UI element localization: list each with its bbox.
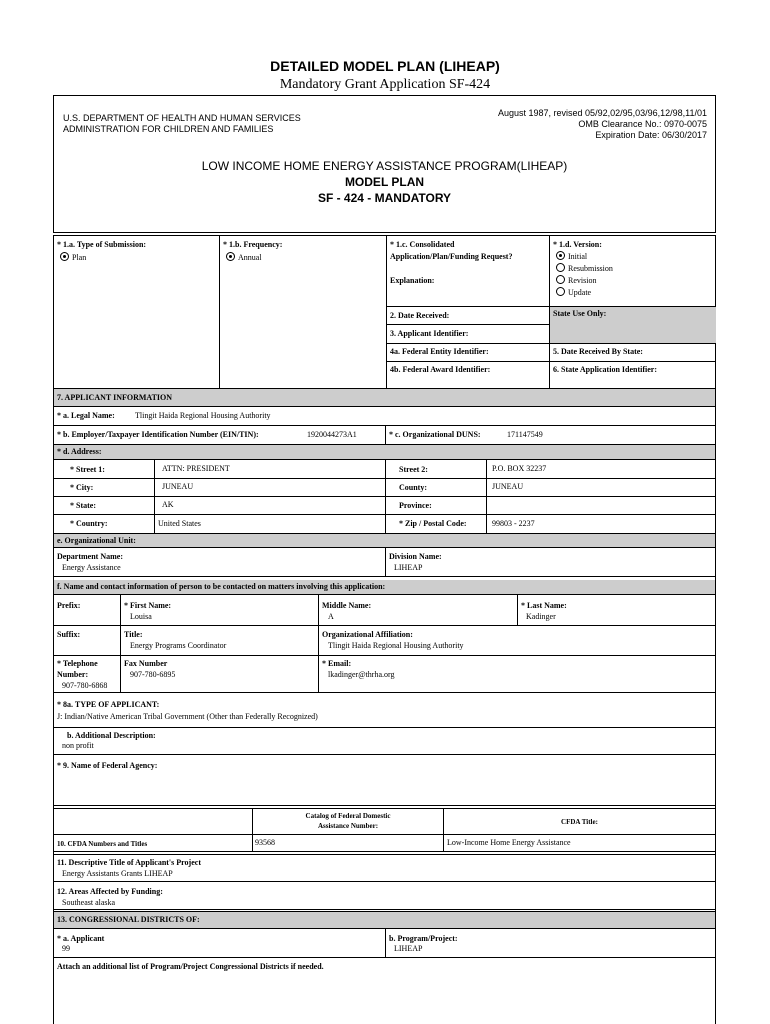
department-label: Department Name: <box>57 552 123 561</box>
version-option-update[interactable]: Update <box>556 287 613 299</box>
district-applicant-label: * a. Applicant <box>57 934 105 943</box>
applicant-type-label: * 8a. TYPE OF APPLICANT: <box>57 700 160 709</box>
organizational-unit-header: e. Organizational Unit: <box>54 533 715 548</box>
federal-entity-identifier-label: 4a. Federal Entity Identifier: <box>390 347 489 356</box>
last-name-value[interactable]: Kadinger <box>526 612 556 621</box>
legal-name-row <box>54 407 715 426</box>
program-name: LOW INCOME HOME ENERGY ASSISTANCE PROGRAM(LIHEAP) <box>201 159 568 173</box>
ein-row <box>54 426 715 445</box>
legal-name-value[interactable]: Tlingit Haida Regional Housing Authority <box>135 411 271 420</box>
additional-description-value[interactable]: non profit <box>62 741 94 750</box>
date-received-by-state-label: 5. Date Received By State: <box>553 347 643 356</box>
email-value[interactable]: lkadinger@thrha.org <box>328 670 395 679</box>
contact-header: f. Name and contact information of person to be contacted on matters involving this application: <box>54 580 715 595</box>
district-program-label: b. Program/Project: <box>389 934 458 943</box>
county-value[interactable]: JUNEAU <box>492 482 524 491</box>
address-grid <box>54 460 715 533</box>
county-label: County: <box>399 483 428 492</box>
submission-type-option[interactable] <box>60 252 86 264</box>
district-program-value[interactable]: LIHEAP <box>394 944 423 953</box>
state-label: * State: <box>70 501 96 510</box>
district-applicant-value[interactable]: 99 <box>62 944 70 953</box>
additional-description-label: b. Additional Description: <box>67 731 156 740</box>
prefix-label: Prefix: <box>57 601 81 610</box>
first-name-label: * First Name: <box>124 601 172 610</box>
ein-value[interactable]: 1920044273A1 <box>307 430 357 439</box>
date-received-label: 2. Date Received: <box>390 311 450 320</box>
division-value[interactable]: LIHEAP <box>394 563 423 572</box>
version-option-resubmission[interactable]: Resubmission <box>556 263 613 275</box>
zip-label: * Zip / Postal Code: <box>399 519 467 528</box>
version-option-revision[interactable]: Revision <box>556 275 613 287</box>
applicant-info-header: 7. APPLICANT INFORMATION <box>54 388 715 407</box>
project-title-label: 11. Descriptive Title of Applicant's Project <box>57 858 201 867</box>
duns-label: * c. Organizational DUNS: <box>389 430 481 439</box>
street2-value[interactable]: P.O. BOX 32237 <box>492 464 547 473</box>
organizational-unit-row <box>54 548 715 577</box>
division-label: Division Name: <box>389 552 442 561</box>
project-title-block <box>54 854 715 882</box>
telephone-value[interactable]: 907-780-6868 <box>62 681 108 690</box>
middle-name-value[interactable]: A <box>328 612 334 621</box>
address-header: * d. Address: <box>54 445 715 460</box>
first-name-value[interactable]: Louisa <box>130 612 152 621</box>
applicant-identifier-label: 3. Applicant Identifier: <box>390 329 469 338</box>
street1-label: * Street 1: <box>70 465 105 474</box>
attach-districts-note: Attach an additional list of Program/Project Congressional Districts if needed. <box>57 962 324 971</box>
affiliation-value[interactable]: Tlingit Haida Regional Housing Authority <box>328 641 464 650</box>
plan-option-label: Plan <box>72 253 87 262</box>
frequency-option[interactable] <box>226 252 262 264</box>
fax-value[interactable]: 907-780-6895 <box>130 670 176 679</box>
state-use-only-label: State Use Only: <box>553 309 607 318</box>
street1-value[interactable]: ATTN: PRESIDENT <box>162 464 230 473</box>
cfda-title-value[interactable]: Low-Income Home Energy Assistance <box>447 838 571 847</box>
country-label: * Country: <box>70 519 108 528</box>
title-value[interactable]: Energy Programs Coordinator <box>130 641 227 650</box>
agency-header-box <box>53 95 716 233</box>
consolidated-label-2: Application/Plan/Funding Request? <box>390 252 513 261</box>
areas-affected-label: 12. Areas Affected by Funding: <box>57 887 163 896</box>
omb-clearance: OMB Clearance No.: 0970-0075 <box>578 119 707 129</box>
federal-agency-label: * 9. Name of Federal Agency: <box>57 761 158 770</box>
document-title: DETAILED MODEL PLAN (LIHEAP) <box>270 58 500 74</box>
districts-row <box>54 929 715 958</box>
revision-radio[interactable] <box>556 275 565 284</box>
program-plan: MODEL PLAN <box>344 175 425 189</box>
consolidated-label: * 1.c. Consolidated <box>390 240 455 249</box>
agency-department: U.S. DEPARTMENT OF HEALTH AND HUMAN SERVICES <box>63 113 301 123</box>
city-value[interactable]: JUNEAU <box>162 482 194 491</box>
middle-name-label: Middle Name: <box>322 601 372 610</box>
federal-agency-block <box>54 755 715 806</box>
telephone-label: * Telephone <box>57 659 98 668</box>
federal-award-identifier-label: 4b. Federal Award Identifier: <box>390 365 491 374</box>
expiration-date: Expiration Date: 06/30/2017 <box>595 130 707 140</box>
cfda-number-value[interactable]: 93568 <box>255 838 275 847</box>
submission-type-label: * 1.a. Type of Submission: <box>57 240 147 249</box>
street2-label: Street 2: <box>399 465 428 474</box>
annual-radio[interactable] <box>226 252 235 261</box>
state-value[interactable]: AK <box>162 500 174 509</box>
version-label: * 1.d. Version: <box>553 240 602 249</box>
resubmission-radio[interactable] <box>556 263 565 272</box>
version-options <box>556 251 613 299</box>
suffix-label: Suffix: <box>57 630 81 639</box>
revision-dates: August 1987, revised 05/92,02/95,03/96,12/98,11/01 <box>498 108 707 118</box>
explanation-label: Explanation: <box>390 276 435 285</box>
frequency-label: * 1.b. Frequency: <box>223 240 283 249</box>
last-name-label: * Last Name: <box>521 601 567 610</box>
initial-radio[interactable] <box>556 251 565 260</box>
applicant-type-block <box>54 693 715 728</box>
department-value[interactable]: Energy Assistance <box>62 563 121 572</box>
additional-description-block <box>54 728 715 755</box>
update-radio[interactable] <box>556 287 565 296</box>
districts-header: 13. CONGRESSIONAL DISTRICTS OF: <box>54 912 715 929</box>
areas-affected-value[interactable]: Southeast alaska <box>62 898 116 907</box>
contact-grid <box>54 595 715 693</box>
cfda-table <box>54 808 715 852</box>
city-label: * City: <box>70 483 94 492</box>
legal-name-label: * a. Legal Name: <box>57 411 115 420</box>
areas-affected-block <box>54 882 715 910</box>
province-label: Province: <box>399 501 432 510</box>
applicant-type-value[interactable]: J: Indian/Native American Tribal Government (Other than Federally Recognized) <box>57 712 318 721</box>
cfda-number-header: Catalog of Federal Domestic Assistance Number: <box>305 812 391 830</box>
duns-value[interactable]: 171147549 <box>507 430 543 439</box>
program-form: SF - 424 - MANDATORY <box>317 191 452 205</box>
ein-label: * b. Employer/Taxpayer Identification Number (EIN/TIN): <box>57 430 259 439</box>
fax-label: Fax Number <box>124 659 168 668</box>
title-label: Title: <box>124 630 143 639</box>
annual-option-label: Annual <box>238 253 262 262</box>
plan-radio[interactable] <box>60 252 69 261</box>
telephone-label-2: Number: <box>57 670 89 679</box>
affiliation-label: Organizational Affiliation: <box>322 630 413 639</box>
agency-administration: ADMINISTRATION FOR CHILDREN AND FAMILIES <box>63 124 274 134</box>
document-subtitle: Mandatory Grant Application SF-424 <box>279 77 491 92</box>
email-label: * Email: <box>322 659 352 668</box>
version-option-initial[interactable]: Initial <box>556 251 613 263</box>
cfda-title-header: CFDA Title: <box>561 818 598 826</box>
zip-value[interactable]: 99803 - 2237 <box>492 519 535 528</box>
state-application-identifier-label: 6. State Application Identifier: <box>553 365 657 374</box>
project-title-value[interactable]: Energy Assistants Grants LIHEAP <box>62 869 173 878</box>
cfda-row-label: 10. CFDA Numbers and Titles <box>57 840 148 848</box>
country-value[interactable]: United States <box>158 519 201 528</box>
